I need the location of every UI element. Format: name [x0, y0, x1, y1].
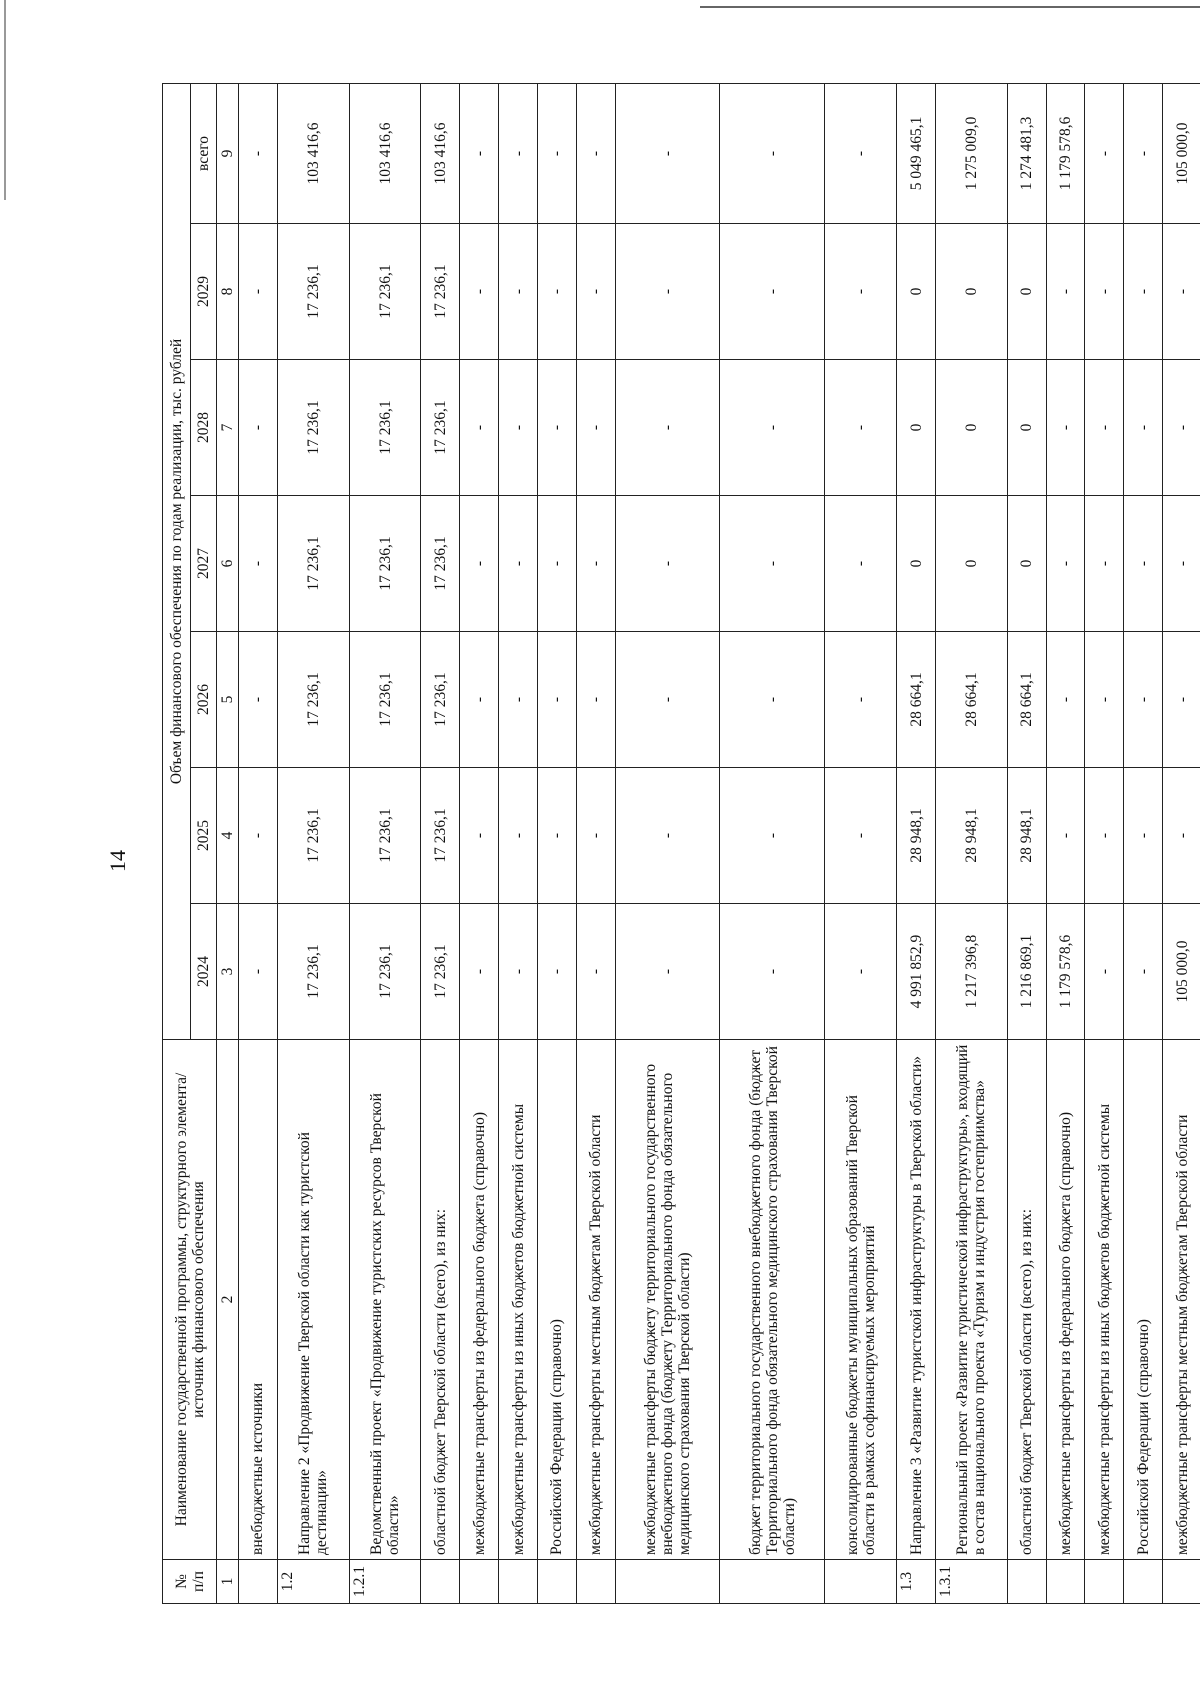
table-row	[935, 83, 1007, 1603]
row-name: Ведомственный проект «Продвижение туристских ресурсов Тверской области»	[349, 1040, 421, 1560]
table-row	[576, 83, 615, 1603]
header-total: всего	[191, 83, 217, 223]
table-row	[1124, 83, 1163, 1603]
row-value: -	[239, 904, 278, 1040]
row-value: -	[460, 224, 499, 360]
row-total: 1 275 009,0	[935, 83, 1007, 223]
row-total: 103 416,6	[421, 83, 460, 223]
row-value: 17 236,1	[421, 360, 460, 496]
row-value: -	[460, 360, 499, 496]
row-value: 0	[897, 496, 936, 632]
row-value: -	[460, 904, 499, 1040]
index-cell: 5	[217, 632, 239, 768]
row-number: 1.2	[277, 1560, 349, 1604]
row-number: 1.3	[897, 1560, 936, 1604]
row-value: -	[1046, 768, 1085, 904]
financing-table	[162, 83, 1200, 1604]
row-name: Региональный проект «Развитие туристической инфраструктуры», входящий в состав национального проекта «Туризм и индустрия гостеприимства»	[935, 1040, 1007, 1560]
scan-edge-left	[4, 0, 6, 200]
row-total: 1 179 578,6	[1046, 83, 1085, 223]
row-value: -	[825, 496, 897, 632]
index-cell: 1	[217, 1560, 239, 1604]
row-value: -	[1085, 224, 1124, 360]
row-value: 17 236,1	[277, 224, 349, 360]
table-row	[720, 83, 825, 1603]
row-total: 1 274 481,3	[1007, 83, 1046, 223]
row-value: -	[1085, 904, 1124, 1040]
row-value: -	[499, 632, 538, 768]
row-value: 28 948,1	[935, 768, 1007, 904]
row-value: -	[576, 768, 615, 904]
row-value: -	[1163, 768, 1200, 904]
row-value: -	[460, 768, 499, 904]
row-value: -	[499, 224, 538, 360]
row-total: 5 049 465,1	[897, 83, 936, 223]
row-value: -	[460, 632, 499, 768]
row-value: 1 217 396,8	[935, 904, 1007, 1040]
row-number	[576, 1560, 615, 1604]
row-name: областной бюджет Тверской области (всего), из них:	[421, 1040, 460, 1560]
rotated-table-container	[162, 84, 1200, 1604]
row-value: -	[239, 768, 278, 904]
row-value: -	[1046, 224, 1085, 360]
row-number: 1.3.1	[935, 1560, 1007, 1604]
row-value: 17 236,1	[277, 496, 349, 632]
row-total: -	[576, 83, 615, 223]
row-value: -	[239, 360, 278, 496]
row-total: -	[499, 83, 538, 223]
table-row	[1163, 83, 1200, 1603]
row-value: -	[1124, 768, 1163, 904]
row-name: межбюджетные трансферты из иных бюджетов бюджетной системы	[499, 1040, 538, 1560]
row-value: -	[615, 360, 720, 496]
row-value: 17 236,1	[277, 904, 349, 1040]
table-row	[1046, 83, 1085, 1603]
row-value: -	[615, 768, 720, 904]
row-value: -	[576, 360, 615, 496]
row-value: 1 216 869,1	[1007, 904, 1046, 1040]
header-year: 2028	[191, 360, 217, 496]
row-value: -	[720, 768, 825, 904]
row-name: межбюджетные трансферты местным бюджетам Тверской области	[576, 1040, 615, 1560]
row-number: 1.2.1	[349, 1560, 421, 1604]
row-value: 17 236,1	[349, 496, 421, 632]
row-number	[421, 1560, 460, 1604]
row-value: 105 000,0	[1163, 904, 1200, 1040]
row-total: 103 416,6	[349, 83, 421, 223]
row-value: -	[576, 496, 615, 632]
table-row	[239, 83, 278, 1603]
row-value: 0	[935, 496, 1007, 632]
page-number: 14	[105, 850, 130, 872]
index-cell: 3	[217, 904, 239, 1040]
row-name: Направление 3 «Развитие туристской инфраструктуры в Тверской области»	[897, 1040, 936, 1560]
row-value: -	[1085, 632, 1124, 768]
row-number	[537, 1560, 576, 1604]
row-number	[825, 1560, 897, 1604]
row-value: -	[576, 632, 615, 768]
row-value: -	[1124, 224, 1163, 360]
index-cell: 8	[217, 224, 239, 360]
row-value: -	[537, 224, 576, 360]
row-total: -	[460, 83, 499, 223]
row-total: -	[239, 83, 278, 223]
row-value: -	[499, 360, 538, 496]
row-value: 17 236,1	[349, 768, 421, 904]
index-cell: 9	[217, 83, 239, 223]
row-value: 28 664,1	[1007, 632, 1046, 768]
row-value: -	[537, 768, 576, 904]
row-value: -	[1163, 224, 1200, 360]
row-value: -	[537, 496, 576, 632]
row-number	[1124, 1560, 1163, 1604]
row-value: -	[615, 904, 720, 1040]
table-header	[163, 83, 239, 1603]
header-no: № п/п	[163, 1560, 217, 1604]
table-row	[460, 83, 499, 1603]
row-total: -	[825, 83, 897, 223]
row-name: межбюджетные трансферты местным бюджетам Тверской области	[1163, 1040, 1200, 1560]
scan-edge-top	[700, 6, 1200, 8]
row-value: -	[615, 496, 720, 632]
row-total: -	[537, 83, 576, 223]
row-number	[460, 1560, 499, 1604]
row-value: 17 236,1	[421, 768, 460, 904]
row-name: межбюджетные трансферты бюджету территориального государственного внебюджетного фонда (бюджету Территориального фонда обязательного медицинского страхования Тверской области)	[615, 1040, 720, 1560]
row-value: -	[720, 360, 825, 496]
index-cell: 2	[217, 1040, 239, 1560]
row-number	[615, 1560, 720, 1604]
row-value: 17 236,1	[277, 768, 349, 904]
row-value: 4 991 852,9	[897, 904, 936, 1040]
row-value: -	[239, 632, 278, 768]
row-name: Российской Федерации (справочно)	[537, 1040, 576, 1560]
row-value: -	[1124, 904, 1163, 1040]
row-value: 1 179 578,6	[1046, 904, 1085, 1040]
row-value: 0	[897, 224, 936, 360]
row-value: 17 236,1	[349, 360, 421, 496]
row-number	[239, 1560, 278, 1604]
row-value: -	[1163, 360, 1200, 496]
row-name: внебюджетные источники	[239, 1040, 278, 1560]
row-name: межбюджетные трансферты из федерального бюджета (справочно)	[460, 1040, 499, 1560]
table-row	[421, 83, 460, 1603]
row-number	[1046, 1560, 1085, 1604]
row-value: -	[825, 224, 897, 360]
header-year: 2027	[191, 496, 217, 632]
row-value: 17 236,1	[421, 496, 460, 632]
table-row	[897, 83, 936, 1603]
row-value: -	[239, 224, 278, 360]
row-value: -	[1124, 360, 1163, 496]
row-total: 103 416,6	[277, 83, 349, 223]
row-value: -	[1163, 496, 1200, 632]
row-name: Направление 2 «Продвижение Тверской области как туристской дестинации»	[277, 1040, 349, 1560]
table-row	[1085, 83, 1124, 1603]
row-value: 17 236,1	[349, 904, 421, 1040]
index-cell: 6	[217, 496, 239, 632]
row-number	[1163, 1560, 1200, 1604]
row-value: 17 236,1	[277, 632, 349, 768]
row-number	[1007, 1560, 1046, 1604]
row-number	[499, 1560, 538, 1604]
row-value: -	[825, 360, 897, 496]
row-total: 105 000,0	[1163, 83, 1200, 223]
table-row	[615, 83, 720, 1603]
row-value: -	[499, 768, 538, 904]
row-value: -	[720, 224, 825, 360]
row-value: 0	[935, 224, 1007, 360]
row-value: -	[499, 496, 538, 632]
row-value: -	[1124, 632, 1163, 768]
row-value: -	[1163, 632, 1200, 768]
row-value: 17 236,1	[277, 360, 349, 496]
row-value: -	[1085, 360, 1124, 496]
row-total: -	[1085, 83, 1124, 223]
row-name: Российской Федерации (справочно)	[1124, 1040, 1163, 1560]
header-year: 2026	[191, 632, 217, 768]
table-row	[349, 83, 421, 1603]
row-value: -	[1124, 496, 1163, 632]
row-value: -	[239, 496, 278, 632]
index-cell: 7	[217, 360, 239, 496]
row-value: 17 236,1	[421, 632, 460, 768]
header-year: 2029	[191, 224, 217, 360]
table-row	[1007, 83, 1046, 1603]
row-total: -	[720, 83, 825, 223]
row-total: -	[1124, 83, 1163, 223]
table-row	[499, 83, 538, 1603]
row-name: бюджет территориального государственного внебюджетного фонда (бюджет Территориального фонда обязательного медицинского страхования Тверской области)	[720, 1040, 825, 1560]
row-value: -	[1046, 496, 1085, 632]
table-body	[239, 83, 1200, 1603]
header-year: 2024	[191, 904, 217, 1040]
row-value: -	[537, 360, 576, 496]
row-value: -	[576, 904, 615, 1040]
table-row	[537, 83, 576, 1603]
row-number	[1085, 1560, 1124, 1604]
row-value: -	[1085, 768, 1124, 904]
row-name: межбюджетные трансферты из иных бюджетов бюджетной системы	[1085, 1040, 1124, 1560]
row-total: -	[615, 83, 720, 223]
row-value: -	[537, 632, 576, 768]
row-value: -	[720, 496, 825, 632]
row-value: -	[537, 904, 576, 1040]
row-value: 28 664,1	[935, 632, 1007, 768]
row-value: 28 664,1	[897, 632, 936, 768]
row-value: -	[615, 224, 720, 360]
header-index-row	[217, 83, 239, 1603]
row-value: 0	[1007, 496, 1046, 632]
header-name: Наименование государственной программы, структурного элемента/источник финансового обеспечения	[163, 1040, 217, 1560]
row-name: межбюджетные трансферты из федерального бюджета (справочно)	[1046, 1040, 1085, 1560]
row-value: 28 948,1	[897, 768, 936, 904]
row-value: 17 236,1	[421, 224, 460, 360]
row-value: 0	[935, 360, 1007, 496]
row-value: -	[1085, 496, 1124, 632]
row-value: -	[1046, 360, 1085, 496]
row-value: 17 236,1	[349, 224, 421, 360]
table-row	[825, 83, 897, 1603]
row-value: 0	[1007, 360, 1046, 496]
row-value: -	[576, 224, 615, 360]
row-value: -	[720, 632, 825, 768]
row-number	[720, 1560, 825, 1604]
row-value: -	[825, 632, 897, 768]
row-value: -	[499, 904, 538, 1040]
row-value: 17 236,1	[349, 632, 421, 768]
row-value: -	[825, 904, 897, 1040]
row-value: 17 236,1	[421, 904, 460, 1040]
row-value: -	[825, 768, 897, 904]
header-volume: Объем финансового обеспечения по годам реализации, тыс. рублей	[163, 83, 191, 1039]
row-value: -	[720, 904, 825, 1040]
row-name: областной бюджет Тверской области (всего), из них:	[1007, 1040, 1046, 1560]
row-value: 28 948,1	[1007, 768, 1046, 904]
header-year: 2025	[191, 768, 217, 904]
row-value: -	[615, 632, 720, 768]
row-name: консолидированные бюджеты муниципальных образований Тверской области в рамках софинансируемых мероприятий	[825, 1040, 897, 1560]
row-value: -	[1046, 632, 1085, 768]
row-value: 0	[1007, 224, 1046, 360]
row-value: -	[460, 496, 499, 632]
index-cell: 4	[217, 768, 239, 904]
row-value: 0	[897, 360, 936, 496]
table-row	[277, 83, 349, 1603]
